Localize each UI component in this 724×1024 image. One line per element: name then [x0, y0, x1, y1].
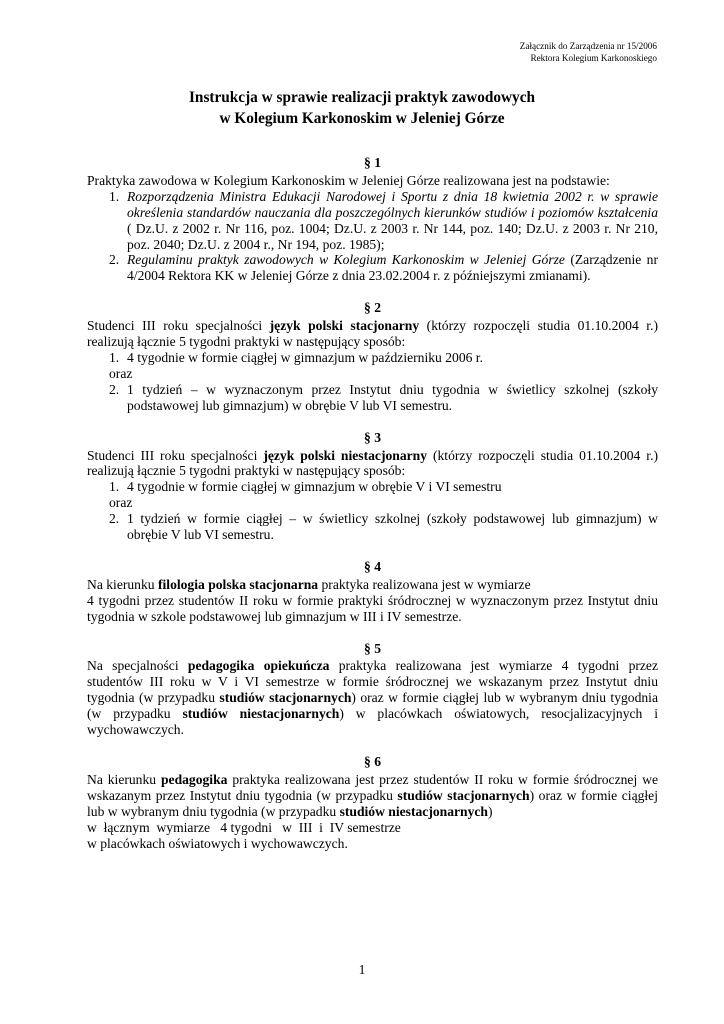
bold-text: pedagogika opiekuńcza: [187, 658, 330, 674]
section-6-scope: w łącznym wymiarze 4 tygodni w III i IV semestrze: [87, 819, 401, 835]
section-2-text: [87, 318, 658, 350]
attachment-line-2: Rektora Kolegium Karkonoskiego: [530, 52, 657, 63]
section-4: [87, 559, 658, 625]
list-item-text: 4 tygodnie w formie ciągłej w gimnazjum w obrębie V i VI semestru: [127, 479, 502, 495]
section-1: [87, 155, 658, 284]
text-run: ) oraz w formie ciągłej lub w wybranym dniu tygodnia (w przypadku: [87, 787, 658, 819]
section-1-intro: Praktyka zawodowa w Kolegium Karkonoskim w Jeleniej Górze realizowana jest na podstawie:: [87, 172, 610, 188]
section-1-list: [87, 189, 658, 284]
bold-text: studiów stacjonarnych: [397, 787, 530, 803]
list-item-number: 2.: [109, 252, 120, 268]
list-item-number: 1.: [109, 349, 120, 365]
text-run: ) oraz w formie ciągłej lub w wybranym dniu tygodnia (w przypadku: [87, 690, 658, 722]
section-4-text-line1: [87, 577, 658, 593]
section-4-text: 4 tygodni przez studentów II roku w formie praktyki śródrocznej w wyznaczonym przez Instytut dniu tygodnia w szkole podstawowej lub gimnazjum w III i IV semestrze.: [87, 592, 658, 624]
title-line-2: w Kolegium Karkonoskim w Jeleniej Górze: [219, 110, 505, 127]
section-4-heading: § 4: [364, 558, 381, 574]
text-run: praktyka realizowana jest wymiarze 4 tygodni przez studentów III roku w V i VI semestrze w formie śródrocznej we wskazanym przez Instytut dniu tygodnia (w przypadku: [87, 658, 658, 706]
document-body: [87, 155, 658, 867]
list-item: [87, 350, 658, 366]
text-run: Studenci III roku specjalności: [87, 318, 270, 334]
section-3-text: [87, 448, 658, 480]
list-item: [87, 511, 658, 543]
document-title: [0, 87, 724, 129]
text-run: ) w placówkach oświatowych, resocjalizacyjnych i wychowawczych.: [87, 706, 658, 738]
text-run: ): [488, 803, 493, 819]
list-item: [87, 189, 658, 253]
list-item-number: 2.: [109, 511, 120, 527]
section-5-heading: § 5: [364, 640, 381, 656]
page-number: 1: [358, 962, 366, 977]
section-6-text: [87, 772, 658, 820]
bold-text: pedagogika: [160, 771, 228, 787]
section-2-list: [87, 350, 658, 366]
text-run: Studenci III roku specjalności: [87, 447, 264, 463]
list-item: [87, 479, 658, 495]
list-item-number: 1.: [109, 188, 120, 204]
bold-text: studiów niestacjonarnych: [339, 803, 488, 819]
list-item: [87, 382, 658, 414]
attachment-line-1: Załącznik do Zarządzenia nr 15/2006: [519, 41, 657, 51]
bold-text: język polski stacjonarny: [269, 318, 420, 334]
regulation-title: Regulaminu praktyk zawodowych w Kolegium Karkonoskim w Jeleniej Górze: [127, 252, 565, 268]
list-item-number: 2.: [109, 381, 120, 397]
regulation-citation: ( Dz.U. z 2002 r. Nr 116, poz. 1004; Dz.U. z 2003 r. Nr 144, poz. 140; Dz.U. z 2003 r. Nr 210, poz. 2040; Dz.U. z 2004 r., Nr 194, poz. 1985);: [127, 220, 658, 252]
list-item-number: 1.: [109, 479, 120, 495]
text-run: Na kierunku: [87, 576, 158, 592]
section-3-heading: § 3: [364, 429, 381, 445]
section-6-heading: § 6: [364, 754, 381, 769]
section-1-heading: § 1: [364, 155, 381, 170]
section-3-list-cont: [87, 511, 658, 543]
section-2-list-cont: [87, 382, 658, 414]
regulation-citation: (Zarządzenie nr 4/2004 Rektora KK w Jeleniej Górze z dnia 23.02.2004 r. z późniejszymi zmianami).: [127, 252, 658, 284]
section-2-heading: § 2: [364, 300, 381, 316]
text-run: Na kierunku: [87, 771, 161, 787]
section-6: [87, 754, 658, 851]
bold-text: filologia polska stacjonarna: [157, 576, 319, 592]
title-line-1: Instrukcja w sprawie realizacji praktyk zawodowych: [188, 89, 535, 106]
list-item-text: 1 tydzień w formie ciągłej – w świetlicy szkolnej (szkoły podstawowej lub gimnazjum) w obrębie V lub VI semestru.: [127, 511, 658, 543]
list-item-text: 4 tygodnie w formie ciągłej w gimnazjum w październiku 2006 r.: [127, 349, 483, 365]
section-5-text: [87, 658, 658, 738]
section-3-list: [87, 479, 658, 495]
text-run: Na specjalności: [87, 658, 188, 674]
regulation-title: Rozporządzenia Ministra Edukacji Narodowej i Sportu z dnia 18 kwietnia 2002 r. w sprawie określenia standardów nauczania dla poszczególnych kierunków studiów i poziomów kształcenia: [127, 188, 658, 220]
text-run: praktyka realizowana jest w wymiarze: [318, 576, 531, 592]
section-3: [87, 430, 658, 543]
text-run: praktyka realizowana jest przez studentów II roku w formie śródrocznej we wskazanym przez Instytut dniu tygodnia (w przypadku: [87, 771, 658, 803]
bold-text: studiów stacjonarnych: [219, 690, 352, 706]
conjunction: oraz: [109, 495, 133, 511]
bold-text: studiów niestacjonarnych: [182, 706, 340, 722]
list-item: [87, 252, 658, 284]
text-run: (którzy rozpoczęli studia 01.10.2004 r.) realizują łącznie 5 tygodni praktyki w następujący sposób:: [87, 318, 658, 350]
text-run: (którzy rozpoczęli studia 01.10.2004 r.) realizują łącznie 5 tygodni praktyki w następujący sposób:: [87, 447, 658, 479]
conjunction: oraz: [109, 365, 133, 381]
bold-text: język polski niestacjonarny: [263, 447, 428, 463]
list-item-text: 1 tydzień – w wyznaczonym przez Instytut dniu tygodnia w świetlicy szkolnej (szkoły podstawowej lub gimnazjum) w obrębie V lub VI semestru.: [127, 381, 658, 413]
section-5: [87, 641, 658, 738]
section-6-places: w placówkach oświatowych i wychowawczych.: [87, 835, 348, 851]
section-2: [87, 300, 658, 413]
attachment-note: [520, 41, 657, 64]
